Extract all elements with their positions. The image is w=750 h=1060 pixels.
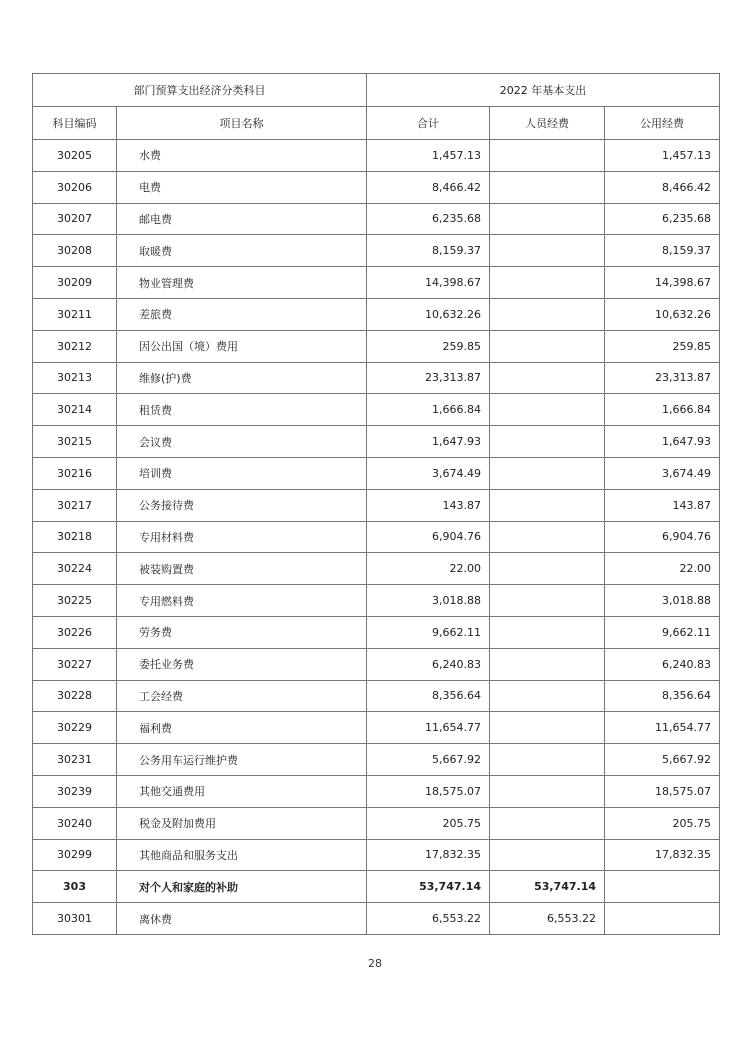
table-row bbox=[33, 744, 720, 776]
cell-total: 6,240.83 bbox=[367, 648, 490, 680]
cell-personnel bbox=[490, 521, 605, 553]
cell-item-name: 取暖费 bbox=[117, 235, 367, 267]
cell-code: 30227 bbox=[33, 648, 117, 680]
cell-code: 30225 bbox=[33, 585, 117, 617]
cell-item-name: 邮电费 bbox=[117, 203, 367, 235]
cell-personnel bbox=[490, 489, 605, 521]
table-row bbox=[33, 648, 720, 680]
table-row bbox=[33, 298, 720, 330]
table-row bbox=[33, 712, 720, 744]
cell-item-name: 其他交通费用 bbox=[117, 775, 367, 807]
cell-item-name: 其他商品和服务支出 bbox=[117, 839, 367, 871]
cell-total: 6,235.68 bbox=[367, 203, 490, 235]
table-row bbox=[33, 140, 720, 172]
cell-item-name: 公务接待费 bbox=[117, 489, 367, 521]
cell-personnel bbox=[490, 807, 605, 839]
cell-personnel bbox=[490, 267, 605, 299]
cell-personnel bbox=[490, 362, 605, 394]
table-row bbox=[33, 871, 720, 903]
cell-total: 9,662.11 bbox=[367, 616, 490, 648]
cell-personnel: 53,747.14 bbox=[490, 871, 605, 903]
cell-item-name: 差旅费 bbox=[117, 298, 367, 330]
cell-total: 53,747.14 bbox=[367, 871, 490, 903]
table-row bbox=[33, 235, 720, 267]
cell-code: 30218 bbox=[33, 521, 117, 553]
cell-personnel bbox=[490, 298, 605, 330]
header-basic-expenditure-2022: 2022 年基本支出 bbox=[367, 74, 720, 107]
cell-code: 30224 bbox=[33, 553, 117, 585]
cell-personnel bbox=[490, 235, 605, 267]
cell-item-name: 福利费 bbox=[117, 712, 367, 744]
cell-total: 18,575.07 bbox=[367, 775, 490, 807]
cell-personnel: 6,553.22 bbox=[490, 903, 605, 935]
column-header-item-name: 项目名称 bbox=[117, 107, 367, 140]
table-row bbox=[33, 489, 720, 521]
header-economic-classification: 部门预算支出经济分类科目 bbox=[33, 74, 367, 107]
cell-total: 3,674.49 bbox=[367, 457, 490, 489]
cell-code: 30231 bbox=[33, 744, 117, 776]
cell-public: 6,240.83 bbox=[605, 648, 720, 680]
table-body bbox=[33, 140, 720, 935]
table-row bbox=[33, 457, 720, 489]
cell-total: 14,398.67 bbox=[367, 267, 490, 299]
cell-total: 8,159.37 bbox=[367, 235, 490, 267]
cell-public: 1,457.13 bbox=[605, 140, 720, 172]
cell-personnel bbox=[490, 839, 605, 871]
cell-personnel bbox=[490, 140, 605, 172]
cell-code: 30215 bbox=[33, 426, 117, 458]
cell-personnel bbox=[490, 426, 605, 458]
table-row bbox=[33, 203, 720, 235]
cell-item-name: 委托业务费 bbox=[117, 648, 367, 680]
cell-personnel bbox=[490, 680, 605, 712]
table-row bbox=[33, 616, 720, 648]
cell-item-name: 因公出国（境）费用 bbox=[117, 330, 367, 362]
cell-total: 17,832.35 bbox=[367, 839, 490, 871]
cell-item-name: 水费 bbox=[117, 140, 367, 172]
column-header-total: 合计 bbox=[367, 107, 490, 140]
cell-total: 6,553.22 bbox=[367, 903, 490, 935]
page-number: 28 bbox=[368, 957, 382, 970]
cell-public: 23,313.87 bbox=[605, 362, 720, 394]
cell-public: 18,575.07 bbox=[605, 775, 720, 807]
cell-code: 30226 bbox=[33, 616, 117, 648]
cell-item-name: 会议费 bbox=[117, 426, 367, 458]
cell-item-name: 公务用车运行维护费 bbox=[117, 744, 367, 776]
cell-public: 22.00 bbox=[605, 553, 720, 585]
cell-item-name: 租赁费 bbox=[117, 394, 367, 426]
cell-total: 22.00 bbox=[367, 553, 490, 585]
cell-public: 10,632.26 bbox=[605, 298, 720, 330]
cell-public: 6,235.68 bbox=[605, 203, 720, 235]
table-row bbox=[33, 394, 720, 426]
column-header-public: 公用经费 bbox=[605, 107, 720, 140]
cell-personnel bbox=[490, 553, 605, 585]
column-header-code: 科目编码 bbox=[33, 107, 117, 140]
cell-code: 30228 bbox=[33, 680, 117, 712]
column-header-personnel: 人员经费 bbox=[490, 107, 605, 140]
cell-code: 30209 bbox=[33, 267, 117, 299]
cell-public: 9,662.11 bbox=[605, 616, 720, 648]
cell-item-name: 专用材料费 bbox=[117, 521, 367, 553]
cell-total: 205.75 bbox=[367, 807, 490, 839]
cell-total: 5,667.92 bbox=[367, 744, 490, 776]
cell-personnel bbox=[490, 203, 605, 235]
cell-public: 205.75 bbox=[605, 807, 720, 839]
budget-expenditure-table bbox=[32, 73, 720, 935]
cell-code: 30207 bbox=[33, 203, 117, 235]
cell-public: 8,159.37 bbox=[605, 235, 720, 267]
cell-code: 30239 bbox=[33, 775, 117, 807]
cell-public: 259.85 bbox=[605, 330, 720, 362]
cell-personnel bbox=[490, 394, 605, 426]
table-group-header-row bbox=[33, 74, 720, 107]
cell-public: 3,674.49 bbox=[605, 457, 720, 489]
cell-public: 11,654.77 bbox=[605, 712, 720, 744]
cell-total: 1,457.13 bbox=[367, 140, 490, 172]
cell-item-name: 劳务费 bbox=[117, 616, 367, 648]
cell-personnel bbox=[490, 775, 605, 807]
table-row bbox=[33, 807, 720, 839]
table-row bbox=[33, 553, 720, 585]
cell-public: 6,904.76 bbox=[605, 521, 720, 553]
cell-item-name: 税金及附加费用 bbox=[117, 807, 367, 839]
cell-personnel bbox=[490, 585, 605, 617]
table-row bbox=[33, 521, 720, 553]
cell-item-name: 离休费 bbox=[117, 903, 367, 935]
cell-code: 30299 bbox=[33, 839, 117, 871]
cell-code: 30206 bbox=[33, 171, 117, 203]
cell-total: 8,466.42 bbox=[367, 171, 490, 203]
cell-personnel bbox=[490, 648, 605, 680]
cell-code: 30217 bbox=[33, 489, 117, 521]
table-row bbox=[33, 330, 720, 362]
table-row bbox=[33, 362, 720, 394]
cell-total: 259.85 bbox=[367, 330, 490, 362]
table-row bbox=[33, 426, 720, 458]
cell-item-name: 被装购置费 bbox=[117, 553, 367, 585]
cell-code: 30301 bbox=[33, 903, 117, 935]
cell-personnel bbox=[490, 616, 605, 648]
cell-total: 143.87 bbox=[367, 489, 490, 521]
cell-item-name: 维修(护)费 bbox=[117, 362, 367, 394]
cell-item-name: 电费 bbox=[117, 171, 367, 203]
cell-code: 30205 bbox=[33, 140, 117, 172]
cell-code: 30214 bbox=[33, 394, 117, 426]
cell-code: 30240 bbox=[33, 807, 117, 839]
cell-total: 11,654.77 bbox=[367, 712, 490, 744]
cell-code: 30212 bbox=[33, 330, 117, 362]
cell-personnel bbox=[490, 712, 605, 744]
cell-personnel bbox=[490, 330, 605, 362]
cell-total: 8,356.64 bbox=[367, 680, 490, 712]
table-row bbox=[33, 171, 720, 203]
cell-total: 1,647.93 bbox=[367, 426, 490, 458]
cell-item-name: 培训费 bbox=[117, 457, 367, 489]
table-row bbox=[33, 267, 720, 299]
cell-public: 8,466.42 bbox=[605, 171, 720, 203]
cell-item-name: 专用燃料费 bbox=[117, 585, 367, 617]
cell-item-name: 物业管理费 bbox=[117, 267, 367, 299]
cell-public bbox=[605, 903, 720, 935]
cell-item-name: 工会经费 bbox=[117, 680, 367, 712]
cell-public: 143.87 bbox=[605, 489, 720, 521]
cell-public: 3,018.88 bbox=[605, 585, 720, 617]
cell-public: 1,666.84 bbox=[605, 394, 720, 426]
cell-total: 10,632.26 bbox=[367, 298, 490, 330]
cell-total: 3,018.88 bbox=[367, 585, 490, 617]
cell-total: 1,666.84 bbox=[367, 394, 490, 426]
cell-public: 8,356.64 bbox=[605, 680, 720, 712]
cell-personnel bbox=[490, 171, 605, 203]
table-row bbox=[33, 839, 720, 871]
table-row bbox=[33, 775, 720, 807]
cell-code: 30216 bbox=[33, 457, 117, 489]
table-column-header-row bbox=[33, 107, 720, 140]
cell-total: 6,904.76 bbox=[367, 521, 490, 553]
cell-public: 1,647.93 bbox=[605, 426, 720, 458]
cell-item-name: 对个人和家庭的补助 bbox=[117, 871, 367, 903]
table-row bbox=[33, 680, 720, 712]
cell-code: 30213 bbox=[33, 362, 117, 394]
cell-code: 30208 bbox=[33, 235, 117, 267]
cell-public: 17,832.35 bbox=[605, 839, 720, 871]
cell-total: 23,313.87 bbox=[367, 362, 490, 394]
cell-public: 5,667.92 bbox=[605, 744, 720, 776]
cell-code: 303 bbox=[33, 871, 117, 903]
table-row bbox=[33, 903, 720, 935]
cell-personnel bbox=[490, 744, 605, 776]
cell-public: 14,398.67 bbox=[605, 267, 720, 299]
cell-code: 30211 bbox=[33, 298, 117, 330]
cell-personnel bbox=[490, 457, 605, 489]
cell-public bbox=[605, 871, 720, 903]
cell-code: 30229 bbox=[33, 712, 117, 744]
table-row bbox=[33, 585, 720, 617]
